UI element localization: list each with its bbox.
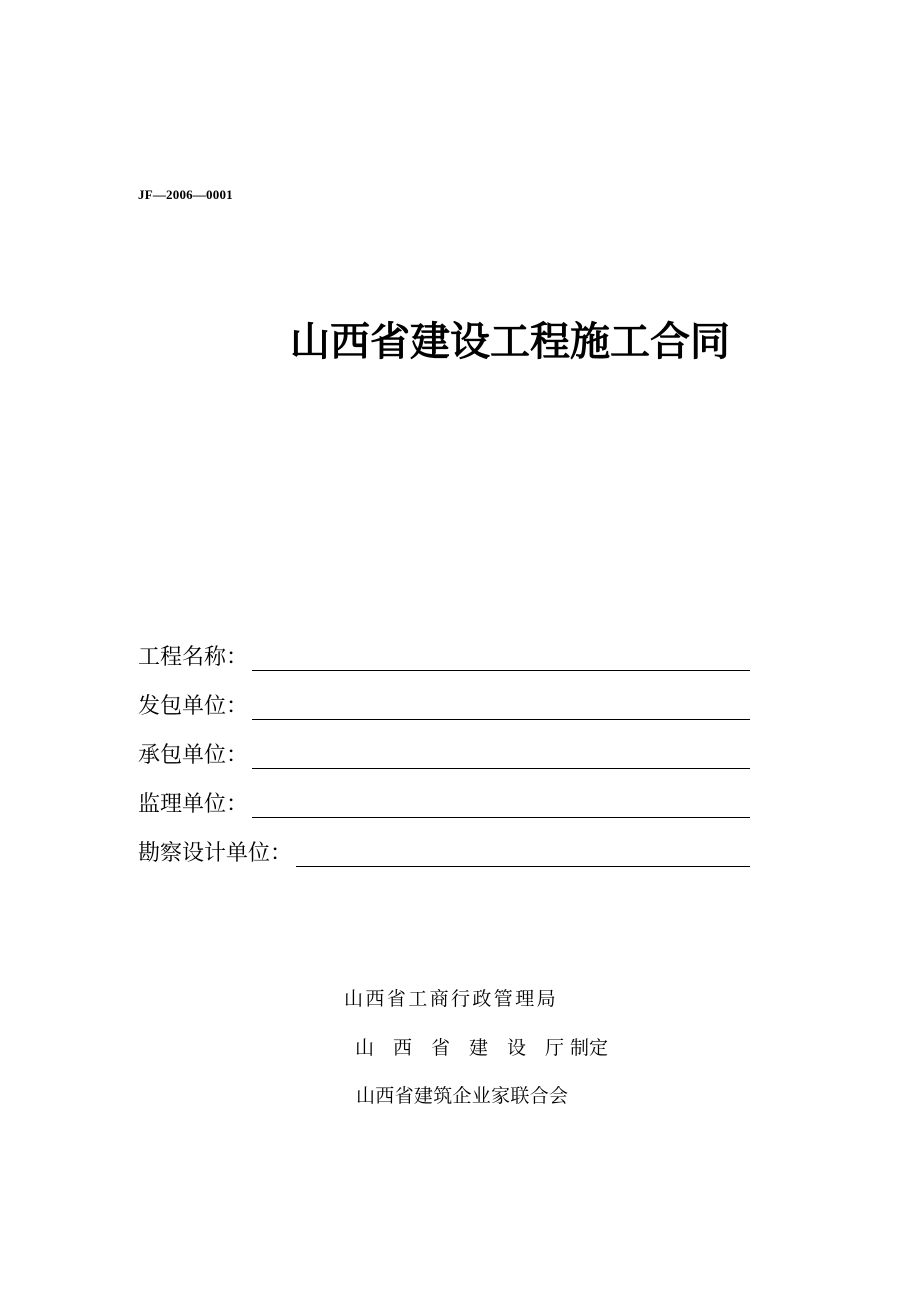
field-label-contractor: 承包单位： xyxy=(138,743,249,768)
issuer-line-1: 山西省工商行政管理局 xyxy=(344,988,559,1010)
document-title: 山西省建设工程施工合同 xyxy=(290,319,730,365)
field-row-contractor xyxy=(138,722,750,771)
issuer-line-2: 山 西 省 建 设 厅 制定 xyxy=(355,1037,609,1059)
field-label-survey-design: 勘察设计单位： xyxy=(138,841,293,866)
field-line-project-name xyxy=(252,644,750,671)
document-code: JF—2006—0001 xyxy=(138,187,233,202)
field-line-contractor xyxy=(252,742,750,769)
issuer-line-3: 山西省建筑企业家联合会 xyxy=(356,1085,569,1107)
field-row-employer xyxy=(138,673,750,722)
field-label-employer: 发包单位： xyxy=(138,694,249,719)
field-label-project-name: 工程名称： xyxy=(138,645,249,670)
field-row-survey-design xyxy=(138,820,750,869)
field-row-project-name xyxy=(138,624,750,673)
field-line-survey-design xyxy=(296,840,750,867)
cover-fields xyxy=(138,624,750,869)
field-line-employer xyxy=(252,693,750,720)
field-row-supervisor xyxy=(138,771,750,820)
field-line-supervisor xyxy=(252,791,750,818)
field-label-supervisor: 监理单位： xyxy=(138,792,249,817)
